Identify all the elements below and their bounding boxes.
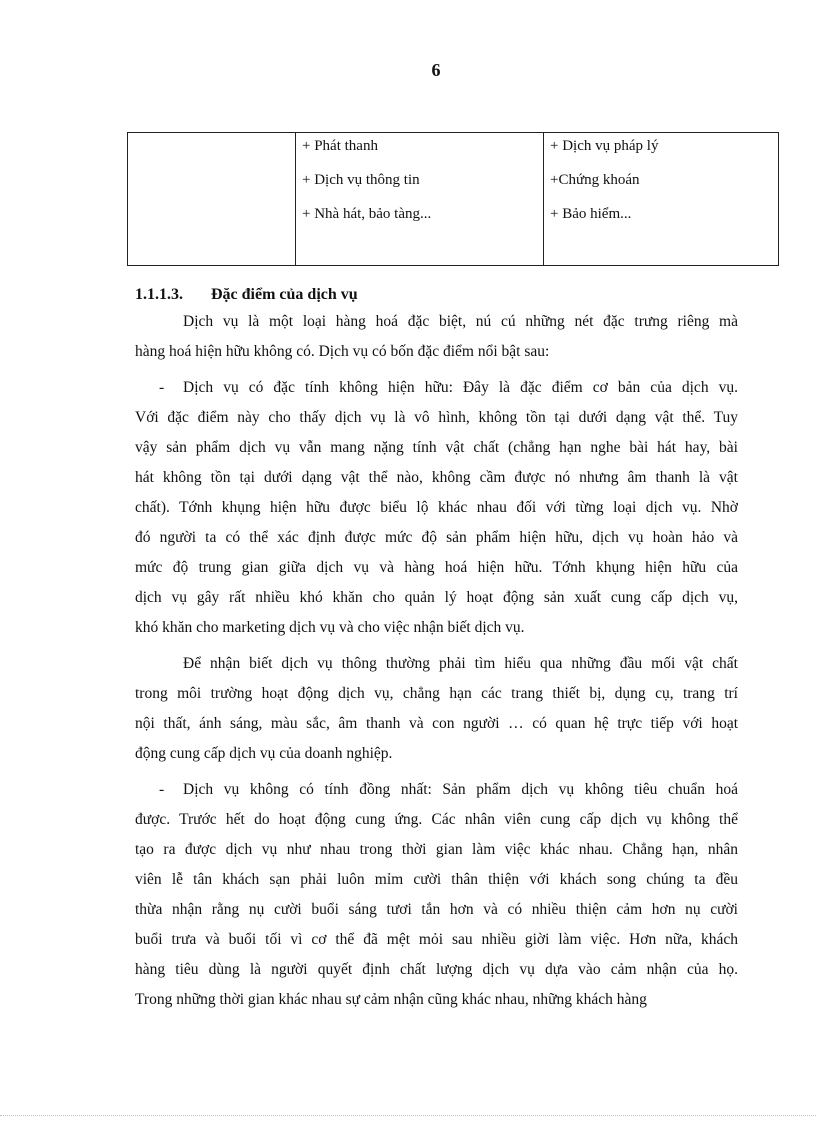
page-number: 6 [431, 60, 441, 80]
text-line: nội thất, ánh sáng, màu sắc, âm thanh và con người … có quan hệ trực tiếp với hoạt [135, 715, 738, 732]
text-line: buổi trưa và buổi tối vì cơ thể đã mệt mỏi sau nhiều giời làm việc. Hơn nữa, khách [135, 931, 738, 948]
paragraph [135, 307, 738, 367]
bullet-paragraph [135, 775, 738, 1015]
text-line: hát không tồn tại dưới dạng vật thể nào, không cầm được nó nhưng âm thanh là vật [135, 469, 738, 486]
text-line: Dịch vụ là một loại hàng hoá đặc biệt, nú cú những nét đặc trưng riêng mà [183, 313, 738, 330]
text-line: mức độ trung gian giữa dịch vụ và hàng hoá hiện hữu. Tớnh khụng hiện hữu của [135, 559, 738, 576]
paragraph [135, 649, 738, 769]
table-cell [128, 133, 296, 266]
table-cell [544, 133, 779, 266]
bullet-paragraph [135, 373, 738, 643]
text-line: - Dịch vụ không có tính đồng nhất: Sản phẩm dịch vụ không tiêu chuẩn hoá [135, 775, 738, 805]
text-line: viên lễ tân khách sạn phải luôn mỉm cười thân thiện với khách song chúng ta đều [135, 871, 738, 888]
text-line: Trong những thời gian khác nhau sự cảm nhận cũng khác nhau, những khách hàng [135, 991, 647, 1008]
text-line: khó khăn cho marketing dịch vụ và cho việc nhận biết dịch vụ. [135, 619, 525, 636]
text-line: dịch vụ gây rất nhiều khó khăn cho quản lý hoạt động sản xuất cung cấp dịch vụ, [135, 589, 738, 606]
text-line: được. Trước hết do hoạt động cung ứng. Các nhân viên cung cấp dịch vụ không thể [135, 811, 738, 828]
table-cell-line: + Nhà hát, bảo tàng... [302, 206, 432, 222]
section-title: Đặc điểm của dịch vụ [211, 286, 358, 303]
table-cell [296, 133, 544, 266]
text-line: tạo ra được dịch vụ như nhau trong thời gian làm việc khác nhau. Chẳng hạn, nhân [135, 841, 738, 858]
text-line: đó người ta có thể xác định được mức độ sản phẩm hiện hữu, dịch vụ hoàn hảo và [135, 529, 738, 546]
body-text [135, 307, 738, 1021]
text-line: Để nhận biết dịch vụ thông thường phải tìm hiểu qua những đầu mối vật chất [183, 655, 738, 672]
table-cell-line: + Phát thanh [302, 138, 378, 154]
table-body [128, 133, 779, 266]
text-line: chất). Tớnh khụng hiện hữu được biểu lộ khác nhau đối với từng loại dịch vụ. Nhờ [135, 499, 738, 516]
page-bottom-divider [0, 1115, 816, 1116]
text-line: hàng tiêu dùng là người quyết định chất lượng dịch vụ dựa vào cảm nhận của họ. [135, 961, 738, 978]
section-heading [135, 286, 358, 304]
table-cell-line: +Chứng khoán [550, 172, 640, 188]
table-cell-line: + Dịch vụ pháp lý [550, 138, 659, 154]
section-number: 1.1.1.3. [135, 286, 183, 303]
text-line: trong môi trường hoạt động dịch vụ, chẳng hạn các trang thiết bị, dụng cụ, trang trí [135, 685, 738, 702]
text-line: vậy sản phẩm dịch vụ vẫn mang nặng tính vật chất (chẳng hạn nghe bài hát hay, bài [135, 439, 738, 456]
text-line: thừa nhận rằng nụ cười buổi sáng tươi tắn hơn và có nhiều thiện cảm hơn nụ cười [135, 901, 738, 918]
text-line: hàng hoá hiện hữu không có. Dịch vụ có bốn đặc điểm nổi bật sau: [135, 343, 550, 360]
table-row [128, 133, 779, 266]
text-line: động cung cấp dịch vụ của doanh nghiệp. [135, 745, 393, 762]
table-cell-line: + Bảo hiểm... [550, 206, 632, 222]
text-line: - Dịch vụ có đặc tính không hiện hữu: Đây là đặc điểm cơ bản của dịch vụ. [135, 373, 738, 403]
table-cell-line: + Dịch vụ thông tin [302, 172, 420, 188]
service-category-table [127, 132, 779, 266]
text-line: Với đặc điểm này cho thấy dịch vụ là vô hình, không tồn tại dưới dạng vật thể. Tuy [135, 409, 738, 426]
